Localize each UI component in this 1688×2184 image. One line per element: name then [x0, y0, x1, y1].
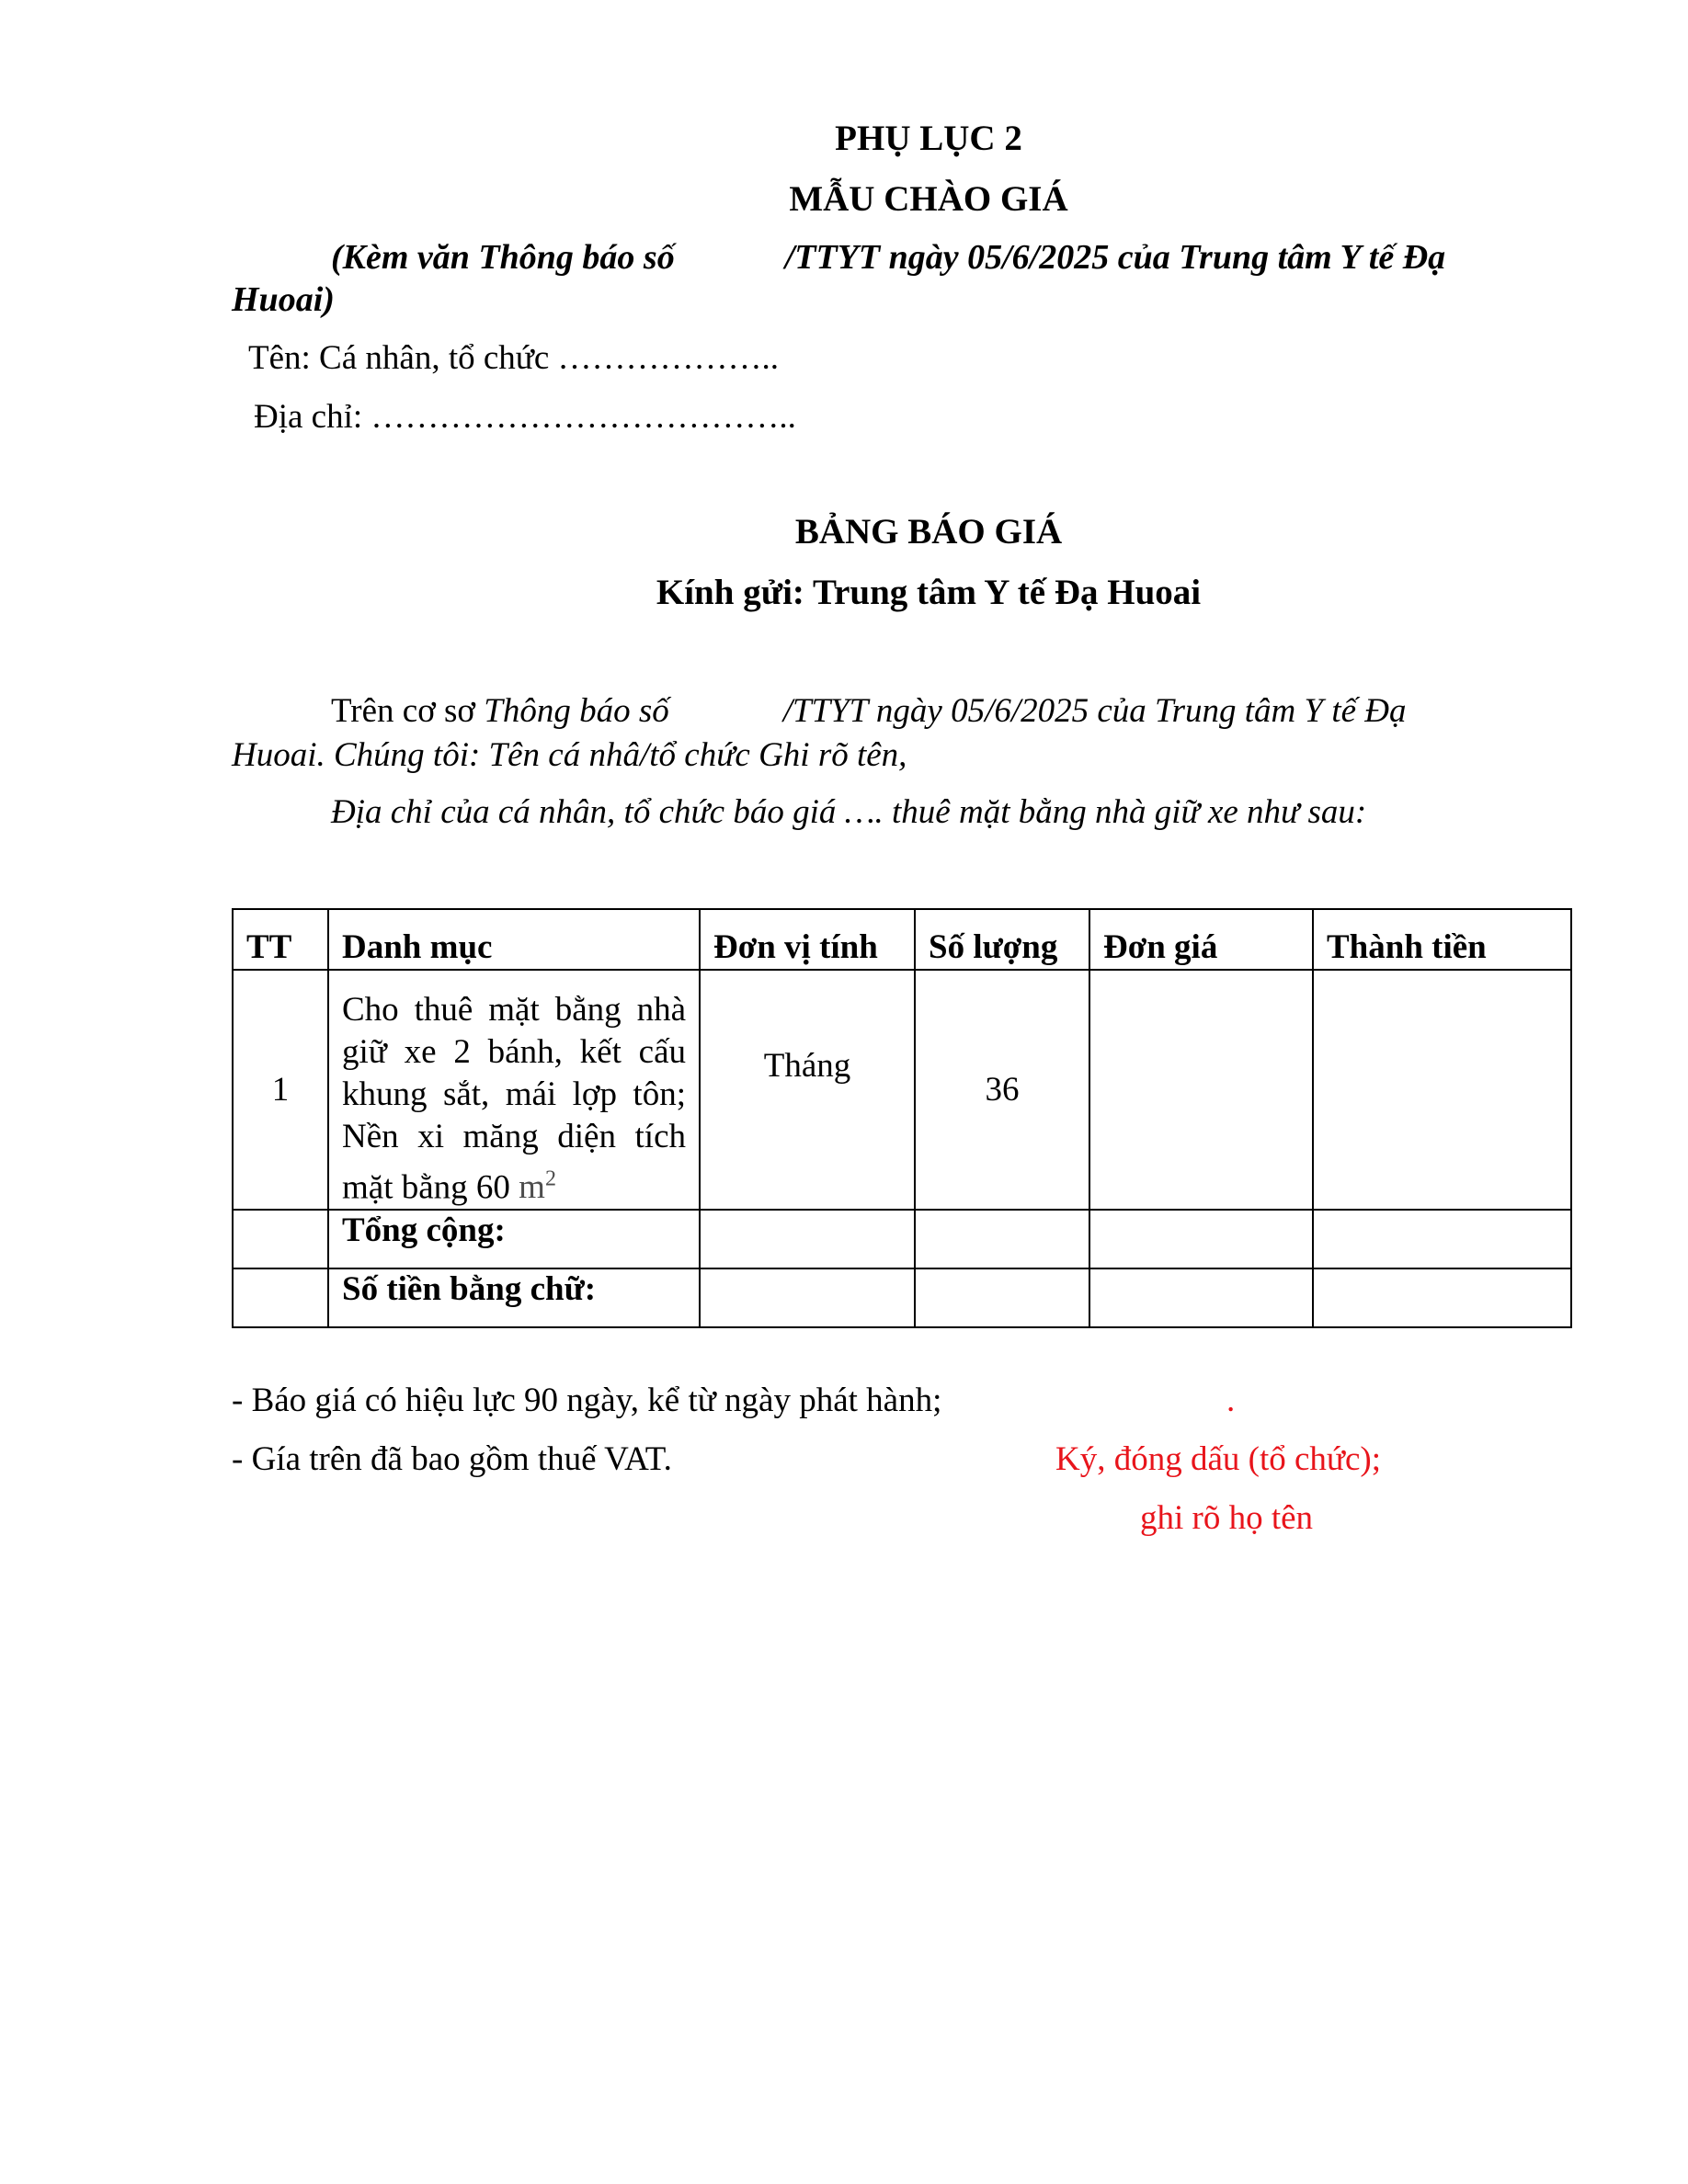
amount-in-words-label: Số tiền bằng chữ: — [328, 1268, 700, 1327]
row-description-text: Cho thuê mặt bằng nhà giữ xe 2 bánh, kết cấu khung sắt, mái lợp tôn; Nền xi măng diện tích mặt bằng 60 — [342, 991, 686, 1207]
attachment-suffix: /TTYT ngày 05/6/2025 của Trung tâm Y tế Đạ — [784, 238, 1446, 277]
header-unit: Đơn vị tính — [700, 909, 915, 970]
intro-paragraph-line2: Huoai. Chúng tôi: Tên cá nhâ/tổ chức Ghi rõ tên, — [232, 736, 907, 774]
attachment-reference-cont: Huoai) — [232, 280, 335, 319]
total-row-qty — [915, 1210, 1089, 1268]
words-row-amount — [1313, 1268, 1571, 1327]
header-tt: TT — [233, 909, 328, 970]
row-description — [328, 970, 700, 1210]
signature-instruction: Ký, đóng dấu (tổ chức); — [1055, 1440, 1381, 1478]
address-field-line: Địa chỉ: ……………………………….. — [254, 398, 796, 436]
row-total — [1313, 970, 1571, 1210]
attachment-reference — [331, 237, 1445, 278]
intro-notice-ref: Thông báo số — [484, 692, 669, 730]
area-unit: $m^2$ — [519, 1167, 556, 1207]
words-row-tt — [233, 1268, 328, 1327]
row-unit-price — [1089, 970, 1313, 1210]
signature-dot: . — [1226, 1382, 1236, 1419]
intro-paragraph-line3: Địa chỉ của cá nhân, tổ chức báo giá …. thuê mặt bằng nhà giữ xe như sau: — [331, 793, 1367, 831]
price-table — [232, 908, 1572, 1328]
words-row-qty — [915, 1268, 1089, 1327]
words-row-price — [1089, 1268, 1313, 1327]
attachment-prefix: (Kèm văn Thông báo số — [331, 238, 675, 277]
row-unit: Tháng — [700, 970, 915, 1210]
signature-name-instruction: ghi rõ họ tên — [1140, 1499, 1314, 1537]
table-total-row — [233, 1210, 1571, 1268]
form-title: MẪU CHÀO GIÁ — [789, 179, 1068, 219]
total-label: Tổng cộng: — [328, 1210, 700, 1268]
header-unit-price: Đơn giá — [1089, 909, 1313, 970]
table-header-row — [233, 909, 1571, 970]
header-item: Danh mục — [328, 909, 700, 970]
intro-notice-suffix: /TTYT ngày 05/6/2025 của Trung tâm Y tế Đạ — [782, 692, 1407, 730]
appendix-title: PHỤ LỤC 2 — [835, 119, 1022, 158]
name-field-line: Tên: Cá nhân, tổ chức ……………….. — [248, 339, 780, 377]
row-quantity: 36 — [915, 970, 1089, 1210]
table-words-row — [233, 1268, 1571, 1327]
total-row-amount — [1313, 1210, 1571, 1268]
words-row-unit — [700, 1268, 915, 1327]
header-quantity: Số lượng — [915, 909, 1089, 970]
total-row-price — [1089, 1210, 1313, 1268]
row-tt: 1 — [233, 970, 328, 1210]
total-row-tt — [233, 1210, 328, 1268]
total-row-unit — [700, 1210, 915, 1268]
validity-note: - Báo giá có hiệu lực 90 ngày, kể từ ngày phát hành; — [232, 1382, 942, 1419]
table-row — [233, 970, 1571, 1210]
recipient-line: Kính gửi: Trung tâm Y tế Đạ Huoai — [656, 573, 1202, 612]
vat-note: - Gía trên đã bao gồm thuế VAT. — [232, 1440, 672, 1478]
quote-title: BẢNG BÁO GIÁ — [794, 512, 1063, 552]
intro-plain: Trên cơ sơ — [331, 692, 485, 730]
header-total: Thành tiền — [1313, 909, 1571, 970]
intro-paragraph-line1 — [331, 691, 1407, 731]
